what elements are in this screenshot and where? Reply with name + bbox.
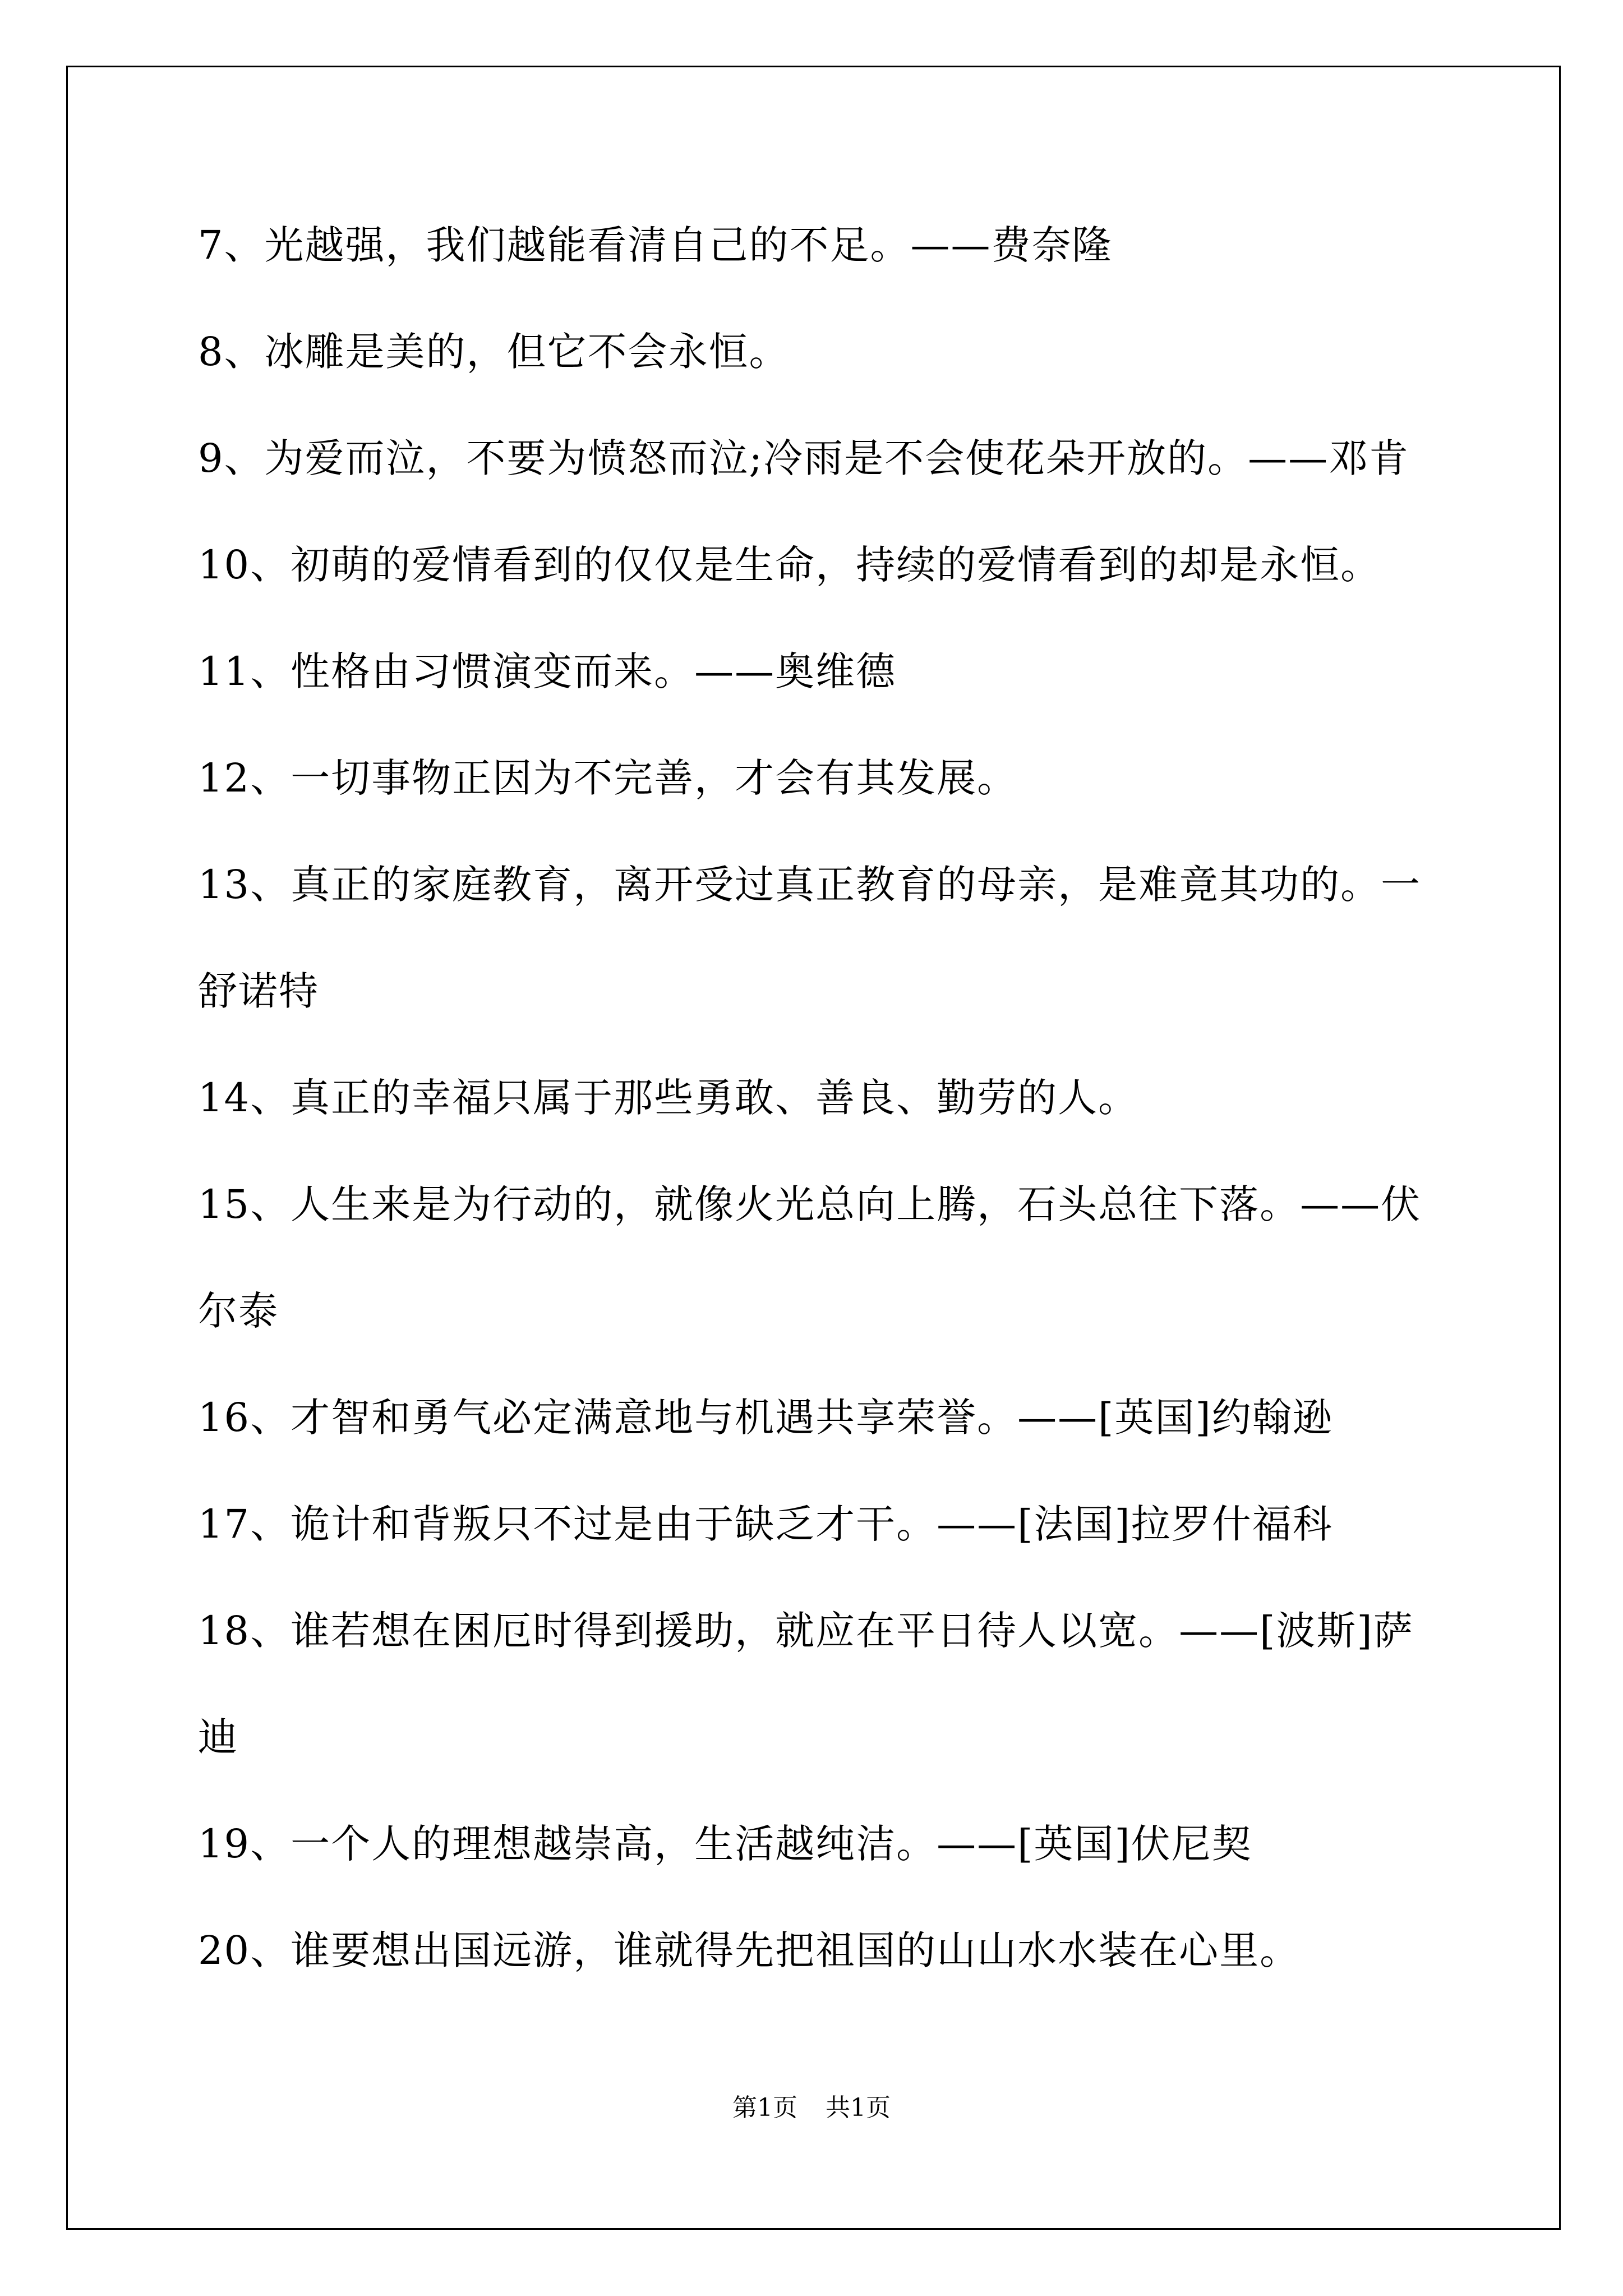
quote-line: 14、真正的幸福只属于那些勇敢、善良、勤劳的人。 [198, 1075, 1139, 1121]
page-footer [0, 2092, 1623, 2124]
quote-line: 12、一切事物正因为不完善，才会有其发展。 [198, 755, 1018, 801]
quote-line: 18、谁若想在困厄时得到援助，就应在平日待人以宽。——[波斯]萨 [198, 1608, 1414, 1654]
quote-line: 9、为爱而泣，不要为愤怒而泣;冷雨是不会使花朵开放的。——邓肯 [198, 435, 1410, 481]
quote-line-continued: 尔泰 [198, 1288, 279, 1334]
quote-line: 7、光越强，我们越能看清自己的不足。——费奈隆 [198, 222, 1113, 268]
quote-line: 17、诡计和背叛只不过是由于缺乏才干。——[法国]拉罗什福科 [198, 1501, 1333, 1547]
quote-line: 16、才智和勇气必定满意地与机遇共享荣誉。——[英国]约翰逊 [198, 1395, 1333, 1441]
quote-line: 10、初萌的爱情看到的仅仅是生命，持续的爱情看到的却是永恒。 [198, 542, 1381, 588]
quote-line: 20、谁要想出国远游，谁就得先把祖国的山山水水装在心里。 [198, 1927, 1301, 1973]
quote-line: 15、人生来是为行动的，就像火光总向上腾，石头总往下落。——伏 [198, 1181, 1422, 1227]
quote-line: 11、性格由习惯演变而来。——奥维德 [198, 648, 897, 694]
quote-line-continued: 迪 [198, 1714, 238, 1760]
quote-line-continued: 舒诺特 [198, 968, 319, 1014]
page-total: 共1页 [826, 2093, 891, 2122]
page-number: 第1页 [732, 2093, 797, 2122]
page-frame [66, 66, 1561, 2230]
quote-line: 19、一个人的理想越崇高，生活越纯洁。——[英国]伏尼契 [198, 1821, 1252, 1867]
quote-line: 8、冰雕是美的，但它不会永恒。 [198, 329, 790, 375]
quote-line: 13、真正的家庭教育，离开受过真正教育的母亲，是难竟其功的。一 [198, 862, 1422, 908]
